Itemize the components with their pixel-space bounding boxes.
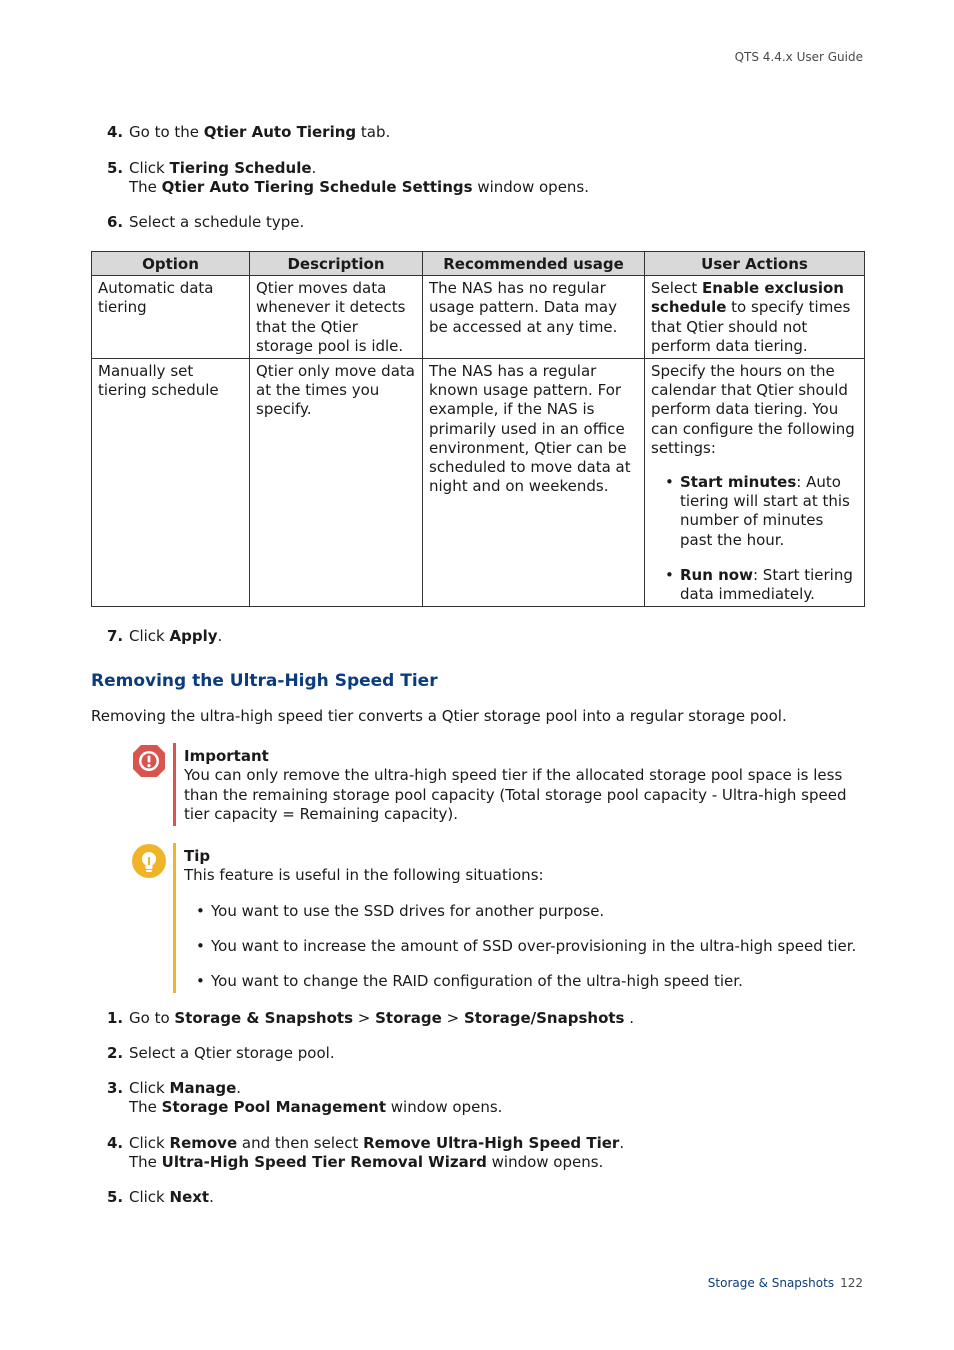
ui-label: Manage — [169, 1079, 237, 1097]
column-header: Recommended usage — [423, 252, 645, 276]
ui-label: Qtier Auto Tiering — [203, 123, 357, 141]
important-title: Important — [184, 747, 269, 765]
table-row — [92, 276, 865, 359]
column-header: User Actions — [645, 252, 865, 276]
important-bar — [173, 743, 176, 826]
table-row — [92, 359, 865, 607]
ui-label: Remove Ultra-High Speed Tier — [363, 1134, 620, 1152]
option-cell: Manually set tiering schedule — [92, 359, 250, 607]
ui-label: Remove — [169, 1134, 238, 1152]
ui-label: Tiering Schedule — [169, 159, 312, 177]
ui-label: Storage Pool Management — [161, 1098, 386, 1116]
table-header-row — [92, 252, 865, 276]
list-item: • You want to increase the amount of SSD over-provisioning in the ultra-high speed tier. — [196, 936, 857, 955]
column-header: Option — [92, 252, 250, 276]
ui-label: Next — [169, 1188, 210, 1206]
ui-label: Apply — [169, 627, 218, 645]
list-item: • You want to change the RAID configuration of the ultra-high speed tier. — [196, 972, 743, 991]
lightbulb-icon — [131, 843, 167, 879]
tip-note: Tip This feature is useful in the following situations: • You want to use the SSD drives for another purpose. • You want to increase the amount of SSD over-provisioning in the ultra-high speed tier. • You want to change the RAID configuration of the ultra-high speed tier. — [131, 843, 851, 993]
list-item: • You want to use the SSD drives for another purpose. — [196, 901, 605, 920]
step-number: 6. — [107, 213, 124, 231]
ui-label: Storage & Snapshots — [174, 1009, 353, 1027]
warning-icon — [131, 743, 167, 779]
step-number: 1. — [107, 1009, 124, 1027]
document-header: QTS 4.4.x User Guide — [734, 50, 863, 64]
action-cell: Specify the hours on the calendar that Qtier should perform data tiering. You can configure the following settings: • Start minutes: Auto tiering will start at this number of minutes past the hour. • Run now: Start tiering data immediately. — [645, 359, 865, 607]
list-item: • Run now: Start tiering data immediately. — [665, 565, 853, 604]
description-cell: Qtier moves data whenever it detects that the Qtier storage pool is idle. — [250, 276, 423, 359]
usage-cell: The NAS has a regular known usage pattern. For example, if the NAS is primarily used in an office environment, Qtier can be scheduled to move data at night and on weekends. — [423, 359, 645, 607]
step-number: 3. — [107, 1079, 124, 1097]
tip-title: Tip — [184, 847, 211, 865]
ui-label: Ultra-High Speed Tier Removal Wizard — [161, 1153, 487, 1171]
section-heading: Removing the Ultra-High Speed Tier — [91, 671, 438, 691]
tip-bar — [173, 843, 176, 993]
footer-section: Storage & Snapshots — [707, 1276, 835, 1290]
step-number: 4. — [107, 1134, 124, 1152]
step-number: 7. — [107, 627, 124, 645]
description-cell: Qtier only move data at the times you specify. — [250, 359, 423, 607]
column-header: Description — [250, 252, 423, 276]
option-cell: Automatic data tiering — [92, 276, 250, 359]
ui-label: Storage — [375, 1009, 442, 1027]
schedule-options-table — [91, 251, 865, 607]
page-number: 122 — [840, 1276, 863, 1290]
list-item: • Start minutes: Auto tiering will start at this number of minutes past the hour. — [665, 473, 850, 549]
usage-cell: The NAS has no regular usage pattern. Data may be accessed at any time. — [423, 276, 645, 359]
ui-label: Storage/Snapshots — [463, 1009, 625, 1027]
action-cell: Select Enable exclusion schedule to specify times that Qtier should not perform data tiering. — [645, 276, 865, 359]
step-number: 5. — [107, 1188, 124, 1206]
important-note: Important You can only remove the ultra-high speed tier if the allocated storage pool space is less than the remaining storage pool capacity (Total storage pool capacity - Ultra-high speed tier capacity = Remaining capacity). — [131, 743, 851, 826]
step-number: 2. — [107, 1044, 124, 1062]
page-footer — [708, 1276, 863, 1290]
step-number: 4. — [107, 123, 124, 141]
ui-label: Qtier Auto Tiering Schedule Settings — [161, 178, 473, 196]
section-intro: Removing the ultra-high speed tier converts a Qtier storage pool into a regular storage pool. — [91, 707, 787, 725]
step-number: 5. — [107, 159, 124, 177]
